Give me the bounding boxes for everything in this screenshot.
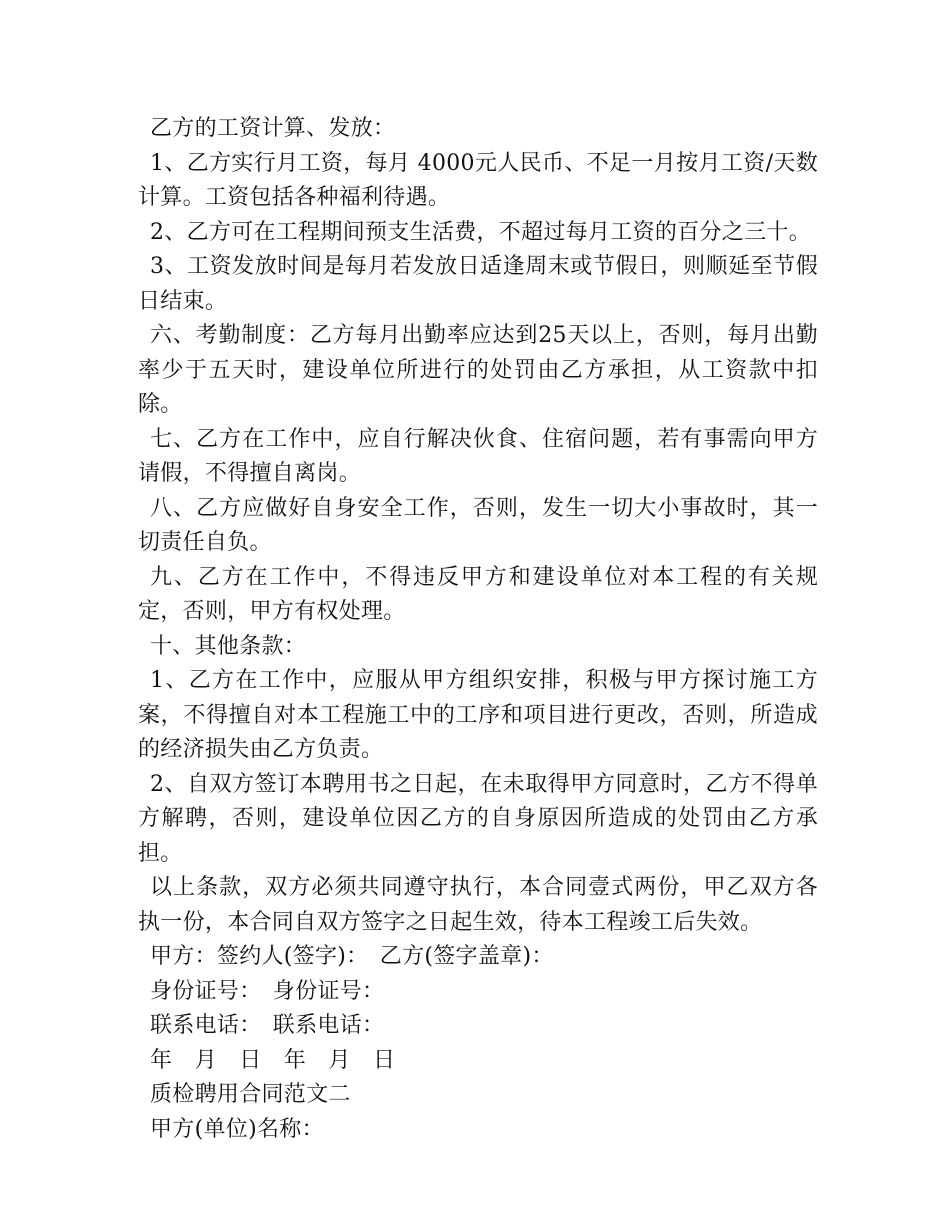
paragraph-regulations: 九、乙方在工作中，不得违反甲方和建设单位对本工程的有关规定，否则，甲方有权处理。 [138,564,818,624]
paragraph-salary-item-3: 3、工资发放时间是每月若发放日适逢周末或节假日，则顺延至节假日结束。 [138,254,818,314]
paragraph-other-terms-item-1: 1、乙方在工作中，应服从甲方组织安排，积极与甲方探讨施工方案，不得擅自对本工程施工中的工序和项目进行更改，否则，所造成的经济损失由乙方负责。 [138,668,818,762]
party-a-name-line: 甲方(单位)名称： [150,1116,324,1142]
paragraph-salary-item-1: 1、乙方实行月工资，每月 4000元人民币、不足一月按月工资/天数计算。工资包括各种福利待遇。 [138,150,818,210]
paragraph-safety: 八、乙方应做好自身安全工作，否则，发生一切大小事故时，其一切责任自负。 [138,495,818,555]
paragraph-meals-lodging: 七、乙方在工作中，应自行解决伙食、住宿问题，若有事需向甲方请假，不得擅自离岗。 [138,426,818,486]
document-page [138,112,818,1147]
paragraph-closing: 以上条款，双方必须共同遵守执行，本合同壹式两份，甲乙双方各执一份，本合同自双方签字之日起生效，待本工程竣工后失效。 [138,875,818,935]
paragraph-salary-item-2: 2、乙方可在工程期间预支生活费，不超过每月工资的百分之三十。 [150,219,811,245]
signature-line: 甲方：签约人(签字)： 乙方(签字盖章)： [150,944,554,969]
phone-line: 联系电话： 联系电话： [150,1013,385,1038]
paragraph-salary-heading: 乙方的工资计算、发放： [150,116,396,141]
paragraph-other-terms-heading: 十、其他条款： [150,633,307,659]
section-title-sample-two: 质检聘用合同范文二 [150,1082,351,1107]
paragraph-attendance: 六、考勤制度：乙方每月出勤率应达到25天以上，否则，每月出勤率少于五天时，建设单位所进行的处罚由乙方承担，从工资款中扣除。 [138,323,818,417]
date-line: 年 月 日 年 月 日 [150,1047,396,1073]
paragraph-other-terms-item-2: 2、自双方签订本聘用书之日起，在未取得甲方同意时，乙方不得单方解聘，否则，建设单位因乙方的自身原因所造成的处罚由乙方承担。 [138,771,818,866]
id-number-line: 身份证号： 身份证号： [150,978,385,1004]
